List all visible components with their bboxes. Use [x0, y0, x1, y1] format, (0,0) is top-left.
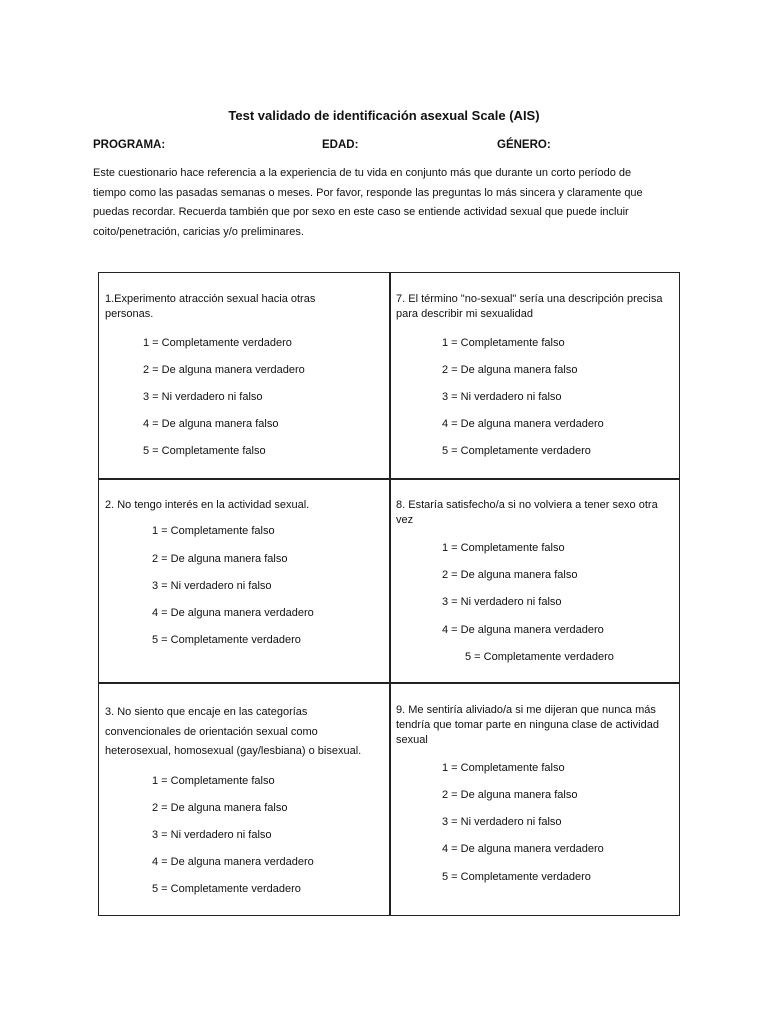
table-row-divider: [98, 478, 680, 480]
option-4: 4 = De alguna manera verdadero: [152, 856, 314, 868]
option-5: 5 = Completamente falso: [143, 445, 266, 457]
option-4: 4 = De alguna manera verdadero: [442, 418, 604, 430]
question-text: 7. El término "no-sexual" sería una descripción precisa para describir mi sexualidad: [396, 293, 663, 320]
option-5: 5 = Completamente verdadero: [152, 883, 301, 895]
question-2-text: [105, 498, 375, 513]
option-3: 3 = Ni verdadero ni falso: [442, 596, 562, 608]
question-7-text: [396, 292, 666, 322]
option-3: 3 = Ni verdadero ni falso: [152, 580, 272, 592]
intro-line: Este cuestionario hace referencia a la experiencia de tu vida en conjunto más que durante un corto período de: [93, 167, 632, 179]
option-1: 1 = Completamente verdadero: [143, 337, 292, 349]
option-1: 1 = Completamente falso: [152, 775, 275, 787]
option-5: 5 = Completamente verdadero: [465, 651, 614, 663]
option-3: 3 = Ni verdadero ni falso: [442, 816, 562, 828]
question-3-text: [105, 703, 380, 762]
intro-line: tiempo como las pasadas semanas o meses. Por favor, responde las preguntas lo más sincera y claramente que: [93, 186, 643, 199]
option-5: 5 = Completamente verdadero: [152, 634, 301, 646]
option-5: 5 = Completamente verdadero: [442, 445, 591, 457]
programa-label: PROGRAMA:: [93, 139, 166, 151]
option-4: 4 = De alguna manera verdadero: [442, 843, 604, 855]
option-3: 3 = Ni verdadero ni falso: [143, 391, 263, 403]
option-2: 2 = De alguna manera falso: [152, 553, 288, 565]
option-3: 3 = Ni verdadero ni falso: [152, 829, 272, 841]
option-2: 2 = De alguna manera falso: [442, 364, 578, 376]
question-9-text: [396, 703, 676, 748]
option-2: 2 = De alguna manera falso: [442, 789, 578, 801]
option-2: 2 = De alguna manera verdadero: [143, 364, 305, 376]
intro-line: puedas recordar. Recuerda también que por sexo en este caso se entiende actividad sexual que puede incluir: [93, 206, 629, 218]
option-4: 4 = De alguna manera verdadero: [442, 624, 604, 636]
option-1: 1 = Completamente falso: [152, 525, 275, 537]
question-8-text: [396, 498, 676, 528]
document-title: Test validado de identificación asexual Scale (AIS): [228, 108, 540, 123]
intro-paragraph: [93, 164, 693, 242]
intro-line: coito/penetración, caricias y/o preliminares.: [93, 225, 304, 238]
genero-label: GÉNERO:: [497, 139, 551, 151]
option-4: 4 = De alguna manera falso: [143, 418, 279, 430]
question-text: 1.Experimento atracción sexual hacia otras personas.: [105, 293, 316, 320]
question-text: 9. Me sentiría aliviado/a si me dijeran que nunca más tendría que tomar parte en ninguna clase de actividad sexual: [396, 704, 659, 746]
edad-label: EDAD:: [322, 139, 359, 151]
option-2: 2 = De alguna manera falso: [152, 802, 288, 814]
option-1: 1 = Completamente falso: [442, 762, 565, 774]
question-text: 2. No tengo interés en la actividad sexual.: [105, 499, 310, 511]
option-3: 3 = Ni verdadero ni falso: [442, 391, 562, 403]
question-1-text: [105, 292, 365, 322]
question-text: 8. Estaría satisfecho/a si no volviera a tener sexo otra vez: [396, 499, 658, 526]
option-4: 4 = De alguna manera verdadero: [152, 607, 314, 619]
option-5: 5 = Completamente verdadero: [442, 871, 591, 883]
option-2: 2 = De alguna manera falso: [442, 569, 578, 581]
table-row-divider: [98, 682, 680, 684]
table-column-divider: [389, 272, 391, 916]
option-1: 1 = Completamente falso: [442, 542, 565, 554]
question-text: 3. No siento que encaje en las categorías convencionales de orientación sexual como heterosexual, homosexual (gay/lesbiana) o bisexual.: [105, 706, 362, 757]
option-1: 1 = Completamente falso: [442, 337, 565, 349]
